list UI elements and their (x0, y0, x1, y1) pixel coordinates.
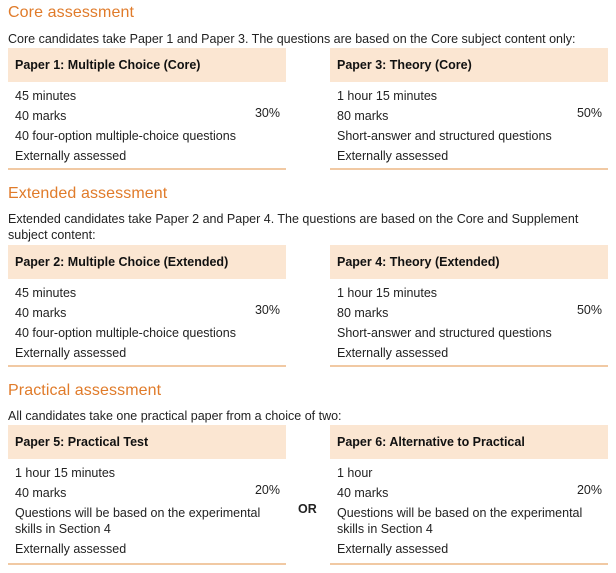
paper-4-details (330, 279, 608, 367)
paper-3-heading: Paper 3: Theory (Core) (330, 48, 608, 82)
extended-assessment-description: Extended candidates take Paper 2 and Paper 4. The questions are based on the Core and Supplement subject content: (8, 212, 579, 242)
paper-1-card (8, 48, 286, 170)
paper-2-details (8, 279, 286, 367)
paper-6-weighting: 20% (576, 483, 602, 497)
extended-assessment-title: Extended assessment (8, 185, 168, 202)
paper-1-heading: Paper 1: Multiple Choice (Core) (8, 48, 286, 82)
paper-1-details (8, 82, 286, 170)
paper-1-assessment: Externally assessed (15, 149, 127, 163)
paper-6-format: Questions will be based on the experimental skills in Section 4 (337, 506, 583, 536)
paper-4-assessment: Externally assessed (337, 346, 449, 360)
paper-3-assessment: Externally assessed (337, 149, 449, 163)
paper-5-heading: Paper 5: Practical Test (8, 425, 286, 459)
paper-5-format: Questions will be based on the experimental skills in Section 4 (15, 506, 261, 536)
paper-3-card (330, 48, 608, 170)
paper-2-assessment: Externally assessed (15, 346, 127, 360)
paper-5-details (8, 459, 286, 565)
paper-1-marks: 40 marks (15, 109, 67, 123)
paper-5-duration: 1 hour 15 minutes (15, 466, 116, 480)
core-assessment-title: Core assessment (8, 4, 134, 21)
paper-6-card (330, 425, 608, 565)
core-assessment-description: Core candidates take Paper 1 and Paper 3. The questions are based on the Core subject content only: (8, 32, 576, 46)
paper-4-marks: 80 marks (337, 306, 389, 320)
paper-5-card (8, 425, 286, 565)
paper-4-card (330, 245, 608, 367)
paper-2-marks: 40 marks (15, 306, 67, 320)
paper-2-format: 40 four-option multiple-choice questions (15, 326, 236, 340)
paper-3-details (330, 82, 608, 170)
paper-1-duration: 45 minutes (15, 89, 77, 103)
paper-3-format: Short-answer and structured questions (337, 129, 552, 143)
paper-6-details (330, 459, 608, 565)
paper-4-duration: 1 hour 15 minutes (337, 286, 438, 300)
paper-6-duration: 1 hour (337, 466, 373, 480)
paper-6-assessment: Externally assessed (337, 542, 449, 556)
paper-3-weighting: 50% (576, 106, 602, 120)
paper-5-weighting: 20% (254, 483, 280, 497)
paper-2-duration: 45 minutes (15, 286, 77, 300)
paper-4-format: Short-answer and structured questions (337, 326, 552, 340)
paper-4-weighting: 50% (576, 303, 602, 317)
paper-3-marks: 80 marks (337, 109, 389, 123)
paper-1-format: 40 four-option multiple-choice questions (15, 129, 236, 143)
paper-2-heading: Paper 2: Multiple Choice (Extended) (8, 245, 286, 279)
paper-3-duration: 1 hour 15 minutes (337, 89, 438, 103)
practical-assessment-title: Practical assessment (8, 382, 162, 399)
or-separator: OR (298, 502, 317, 516)
paper-4-heading: Paper 4: Theory (Extended) (330, 245, 608, 279)
paper-1-weighting: 30% (254, 106, 280, 120)
paper-2-card (8, 245, 286, 367)
paper-5-marks: 40 marks (15, 486, 67, 500)
practical-assessment-description: All candidates take one practical paper from a choice of two: (8, 409, 342, 423)
paper-5-assessment: Externally assessed (15, 542, 127, 556)
paper-2-weighting: 30% (254, 303, 280, 317)
paper-6-marks: 40 marks (337, 486, 389, 500)
paper-6-heading: Paper 6: Alternative to Practical (330, 425, 608, 459)
